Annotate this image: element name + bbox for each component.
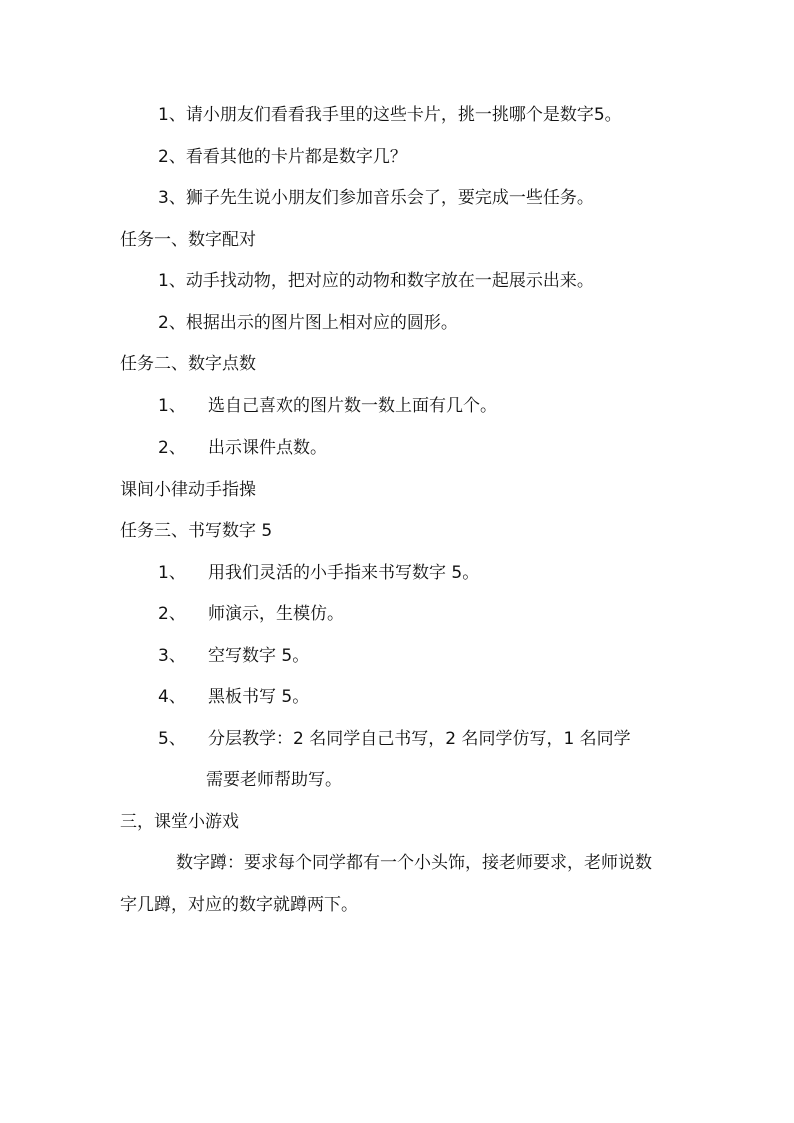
task3-item-2: [158, 602, 344, 626]
list-number: 1、: [158, 105, 186, 125]
intro-item-2: [158, 145, 407, 169]
task2-heading: 任务二、数字点数: [120, 354, 256, 374]
list-number: 2、: [158, 438, 186, 458]
list-number: 3、: [158, 646, 186, 666]
list-number: 4、: [158, 687, 186, 707]
list-text: 黑板书写 5。: [208, 687, 310, 707]
list-text: 空写数字 5。: [208, 646, 310, 666]
list-number: 1、: [158, 396, 186, 416]
list-number: 2、: [158, 313, 186, 333]
list-number: 3、: [158, 188, 186, 208]
list-number: 5、: [158, 729, 186, 749]
list-text: 根据出示的图片图上相对应的圆形。: [185, 313, 458, 333]
list-text: 动手找动物，把对应的动物和数字放在一起展示出来。: [185, 271, 594, 291]
list-number: 2、: [158, 147, 186, 167]
task2-item-2: [158, 436, 327, 460]
list-text: 出示课件点数。: [208, 438, 327, 458]
task3-heading: 任务三、书写数字 5: [120, 521, 273, 541]
list-text: 分层教学：2 名同学自己书写，2 名同学仿写，1 名同学: [208, 729, 631, 749]
list-text: 选自己喜欢的图片数一数上面有几个。: [208, 396, 497, 416]
task3-item-5: [158, 727, 631, 751]
game-paragraph-text: 数字蹲：要求每个同学都有一个小头饰，接老师要求，老师说数字几蹲，对应的数字就蹲两下。: [120, 853, 652, 915]
section3-heading: 三，课堂小游戏: [120, 812, 239, 832]
task1-heading: 任务一、数字配对: [120, 230, 256, 250]
list-number: 1、: [158, 563, 186, 583]
list-text: 看看其他的卡片都是数字几？: [185, 147, 407, 167]
list-text: 狮子先生说小朋友们参加音乐会了，要完成一些任务。: [185, 188, 594, 208]
task3-item-4: [158, 685, 309, 709]
intro-item-3: [158, 186, 594, 210]
list-text: 用我们灵活的小手指来书写数字 5。: [208, 563, 480, 583]
task1-item-2: [158, 311, 458, 335]
game-paragraph: [120, 842, 666, 926]
intro-item-1: [158, 103, 622, 127]
break-heading: 课间小律动手指操: [120, 480, 256, 500]
task3-item-3: [158, 644, 309, 668]
list-number: 1、: [158, 271, 186, 291]
task3-item-5-continued: 需要老师帮助写。: [206, 770, 342, 790]
list-text: 师演示，生模仿。: [208, 604, 344, 624]
task2-item-1: [158, 394, 497, 418]
list-text: 请小朋友们看看我手里的这些卡片，挑一挑哪个是数字5。: [185, 105, 622, 125]
task1-item-1: [158, 269, 594, 293]
task3-item-1: [158, 561, 479, 585]
list-number: 2、: [158, 604, 186, 624]
